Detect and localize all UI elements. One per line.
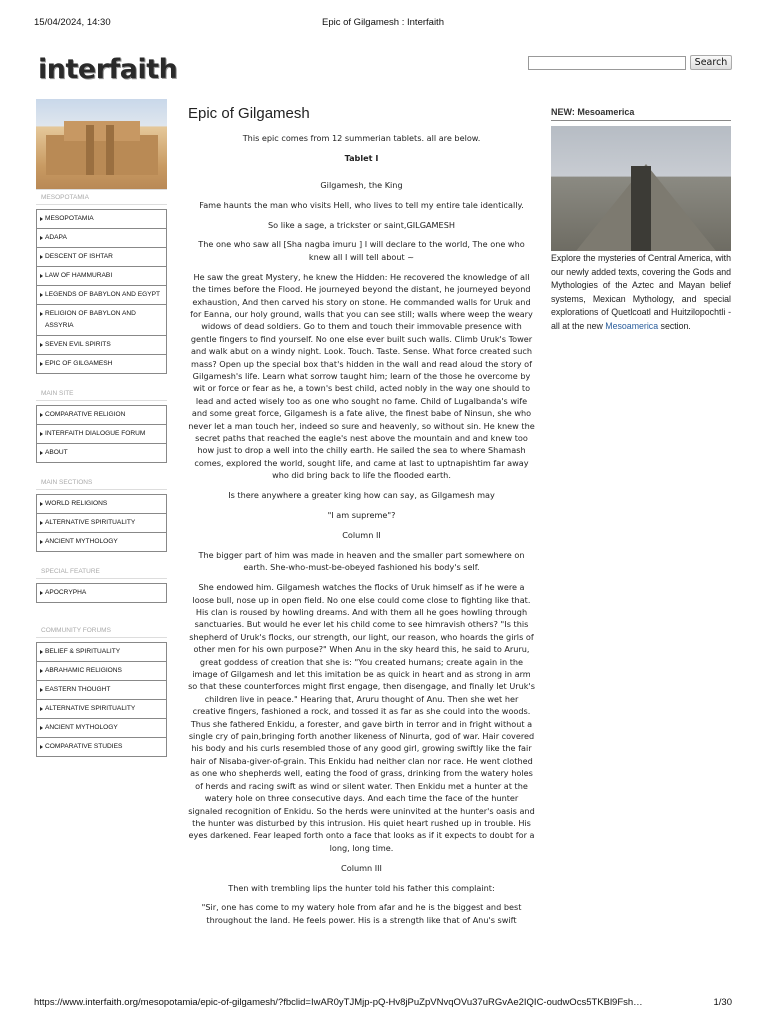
sidebar-item-mesopotamia[interactable]: MESOPOTAMIA: [37, 210, 166, 229]
paragraph: "Sir, one has come to my watery hole from afar and he is the biggest and best throughout the land. He feels power. His is a strength like that of Anu's swift: [201, 902, 522, 925]
sidebar-item-eastern-thought[interactable]: EASTERN THOUGHT: [37, 681, 166, 700]
sidebar-item-adapa[interactable]: ADAPA: [37, 229, 166, 248]
sidebar-item-seven-evil-spirits[interactable]: SEVEN EVIL SPIRITS: [37, 336, 166, 355]
ziggurat-image: [36, 99, 167, 189]
sidebar-item-descent-of-ishtar[interactable]: DESCENT OF ISHTAR: [37, 248, 166, 267]
sidebar-item-belief-spirituality[interactable]: BELIEF & SPIRITUALITY: [37, 643, 166, 662]
sidebar-item-comparative-religion[interactable]: COMPARATIVE RELIGION: [37, 406, 166, 425]
mesoamerica-link[interactable]: Mesoamerica: [605, 320, 659, 331]
search-input[interactable]: [528, 56, 686, 70]
sidebar-menu-main-sections: [36, 494, 167, 552]
paragraph: Then with trembling lips the hunter told his father this complaint:: [228, 882, 495, 893]
sidebar-item-religion-of-babylon[interactable]: RELIGION OF BABYLON AND ASSYRIA: [37, 305, 166, 336]
sidebar-item-abrahamic-religions[interactable]: ABRAHAMIC RELIGIONS: [37, 662, 166, 681]
paragraph: She endowed him. Gilgamesh watches the flocks of Uruk himself as if he were a loose bull, nose up in open field. No one else could come close to fighting like that. His clan is roused by howling dreams. And with them all he goes howling through sanctuaries. But would he ever let his child come to see himravish others? "Is this shepherd of Uruk's flocks, our strength, our light, our reason, who hoards the girls of other men for his own purpose?" When Anu in the sky heard this, he said to Aruru, great goddess of creation that she is: "You created humans; create again in the image of Gilgamesh and let this imitation be as quick in heart and as strong in arm so that these counterforces might first engage, then disengage, and finally let Uruk's children live in peace." Hearing that, Aruru thought of Anu. Then she wet her creative fingers, fashioned a rock, and tossed it as far as she could into the woods. Thus she fathered Enkidu, a forester, and gave birth in terror and in fright without a single cry of pain,bringing forth another likeness of Ninurta, god of war. Hair covered his body and his curls resembled those of any good girl, growing swiftly like the fair hair of Nisaba-giver-of-grain. This Enkidu had neither clan nor race. He went clothed as one who shepherds well, eating the food of grass, drinking from the watery holes of herds and racing swift as wind or silent water. Then Enkidu met a hunter at the watery hole on three consecutive days. And each time the face of the hunter signaled recognition of Enkidu. So the herds were uninvited at the hunter's oasis and the hunter was disturbed by this intrusion. His quiet heart rushed up in trouble. His eyes darkened. Fear leaped forth onto a face that looks as if it expects to doubt for a long, long time.: [188, 582, 535, 853]
print-datetime: 15/04/2024, 14:30: [34, 17, 111, 28]
sidebar-item-comparative-studies[interactable]: COMPARATIVE STUDIES: [37, 738, 166, 757]
feature-text: [551, 252, 731, 334]
sidebar-menu-special-feature: [36, 583, 167, 603]
page-title: Epic of Gilgamesh: [188, 105, 310, 122]
paragraph: Fame haunts the man who visits Hell, who lives to tell my entire tale identically.: [199, 199, 524, 210]
print-url: https://www.interfaith.org/mesopotamia/epic-of-gilgamesh/?fbclid=IwAR0yTJMjp-pQ-Hv8jPuZpVNvqOVu37uRGvAe2IQIC-oudwOcs5TKBl9Fsh…: [34, 997, 643, 1008]
sidebar-item-apocrypha[interactable]: APOCRYPHA: [37, 584, 166, 603]
sidebar-section-title: COMMUNITY FORUMS: [36, 623, 167, 638]
tablet-heading: Tablet I: [344, 153, 379, 164]
sidebar-section-title: MESOPOTAMIA: [36, 189, 167, 205]
sidebar-item-interfaith-forum[interactable]: INTERFAITH DIALOGUE FORUM: [37, 425, 166, 444]
sidebar-item-about[interactable]: ABOUT: [37, 444, 166, 463]
pyramid-image: [551, 126, 731, 251]
intro-text: This epic comes from 12 summerian tablets. all are below.: [242, 133, 481, 144]
sidebar-item-ancient-mythology[interactable]: ANCIENT MYTHOLOGY: [37, 533, 166, 552]
sidebar-item-legends-of-babylon[interactable]: LEGENDS OF BABYLON AND EGYPT: [37, 286, 166, 305]
paragraph: He saw the great Mystery, he knew the Hidden: He recovered the knowledge of all the times before the Flood. He journeyed beyond the distant, he journeyed beyond exhaustion, And then carved his story on stone. He commanded walls for Uruk and for Eanna, our holy ground, walls that you can see still; walls where weep the weary widows of dead soldiers. Go to them and touch their immovable presence with gentle fingers to find yourself. No one else ever built such walls. Climb Uruk's Tower and walk abut on a windy night. Look. Touch. Taste. Sense. What force created such mass? Open up the special box that's hidden in the wall and read aloud the story of Gilgamesh's life. Learn what sorrow taught him; learn of the those he overcome by wit or force or fear as he, a town's best child, acted nobly in the way one should to lead and acted wisely too as one who sought no fame. Child of Lugalbanda's wife and some great force, Gilgamesh is a fate alive, the finest babe of Ninsun, she who never let a man touch her, indeed so sure and heavenly, so without sin. He knew the secret paths that reached the eagle's nest above the mountain and and knew too how just to drop a well into the chilly earth. He sailed the sea to where Shamash comes, explored the world, sought life, and came at last to uptnapishtim far away who did bring back to life the flooded earth.: [188, 271, 535, 481]
feature-heading: NEW: Mesoamerica: [551, 107, 731, 121]
paragraph: The bigger part of him was made in heaven and the smaller part somewhere on earth. She-who-must-be-obeyed fashioned his body's self.: [198, 549, 525, 573]
sidebar-item-law-of-hammurabi[interactable]: LAW OF HAMMURABI: [37, 267, 166, 286]
sidebar-menu-mesopotamia: [36, 209, 167, 374]
column-heading: Column II: [342, 529, 381, 540]
column-heading: Column III: [341, 862, 382, 873]
paragraph: "I am supreme"?: [327, 510, 396, 521]
paragraph: So like a sage, a trickster or saint,GILGAMESH: [268, 219, 455, 230]
print-page-title: Epic of Gilgamesh : Interfaith: [322, 17, 444, 28]
sidebar-item-forum-ancient-mythology[interactable]: ANCIENT MYTHOLOGY: [37, 719, 166, 738]
site-logo[interactable]: interfaith: [38, 54, 178, 85]
sidebar-menu-main-site: [36, 405, 167, 463]
sidebar-item-forum-alternative-spirituality[interactable]: ALTERNATIVE SPIRITUALITY: [37, 700, 166, 719]
sidebar-section-title: MAIN SITE: [36, 386, 167, 401]
right-sidebar: [551, 107, 731, 334]
search-button[interactable]: Search: [690, 55, 732, 70]
article: [188, 105, 535, 934]
feature-tail: section.: [658, 320, 691, 331]
sidebar-menu-community-forums: [36, 642, 167, 757]
sidebar-item-world-religions[interactable]: WORLD RELIGIONS: [37, 495, 166, 514]
print-page-number: 1/30: [713, 997, 732, 1008]
sidebar-section-title: MAIN SECTIONS: [36, 475, 167, 490]
paragraph: Gilgamesh, the King: [320, 179, 403, 190]
sidebar-section-title: SPECIAL FEATURE: [36, 564, 167, 579]
paragraph: The one who saw all [Sha nagba imuru ] I will declare to the world, The one who knew all I will tell about ~: [198, 239, 525, 262]
paragraph: Is there anywhere a greater king how can say, as Gilgamesh may: [228, 490, 495, 501]
left-sidebar: [36, 99, 167, 757]
sidebar-item-epic-of-gilgamesh[interactable]: EPIC OF GILGAMESH: [37, 355, 166, 374]
feature-description: Explore the mysteries of Central America, with our newly added texts, covering the Gods and Mythologies of the Aztec and Mayan belief systems, Mexican Mythology, and special explorations of Quetlcoatl and Huitzilopochtli - all at the new: [551, 253, 731, 331]
sidebar-item-alternative-spirituality[interactable]: ALTERNATIVE SPIRITUALITY: [37, 514, 166, 533]
